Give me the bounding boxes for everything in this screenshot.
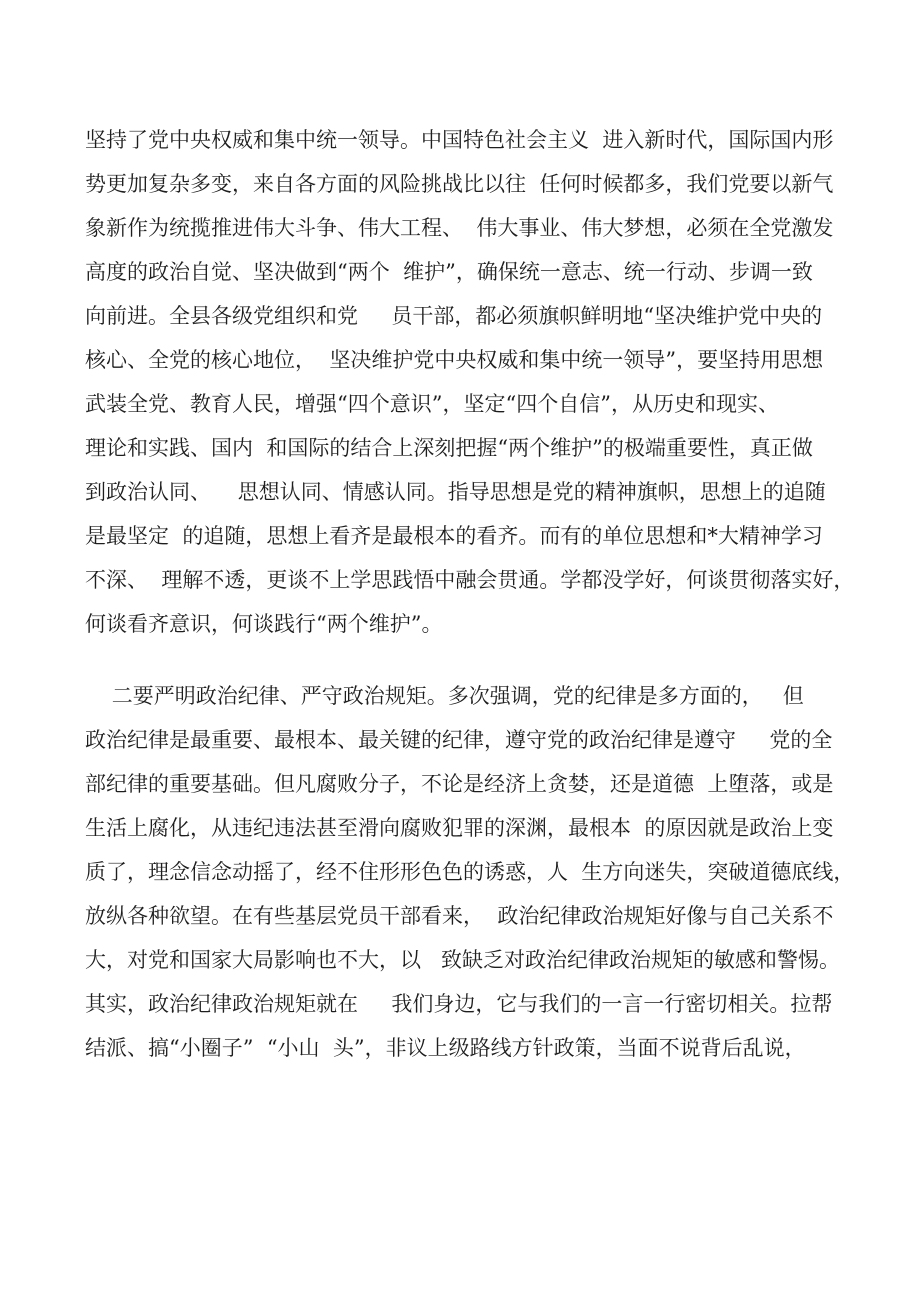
text-line: 部纪律的重要基础。但凡腐败分子，不论是经济上贪婪，还是道德 上堕落，或是 — [85, 772, 834, 796]
text-line: 向前进。全县各级党组织和党 员干部，都必须旗帜鲜明地“坚决维护党中央的 — [85, 304, 823, 328]
text-line: 结派、搞“小圈子” “小山 头”，非议上级路线方针政策，当面不说背后乱说， — [85, 1036, 806, 1060]
text-line: 是最坚定 的追随，思想上看齐是最根本的看齐。而有的单位思想和*大精神学习 — [85, 524, 823, 548]
text-line: 二要严明政治纪律、严守政治规矩。多次强调，党的纪律是多方面的， 但 — [85, 684, 804, 708]
text-line: 大，对党和国家大局影响也不大，以 致缺乏对政治纪律政治规矩的敏感和警惕。 — [85, 948, 841, 972]
text-line: 放纵各种欲望。在有些基层党员干部看来， 政治纪律政治规矩好像与自己关系不 — [85, 904, 834, 928]
text-line: 质了，理念信念动摇了，经不住形形色色的诱惑，人 生方向迷失，突破道德底线， — [85, 860, 855, 884]
text-line: 何谈看齐意识，何谈践行“两个维护”。 — [85, 612, 443, 636]
text-line: 理论和实践、国内 和国际的结合上深刻把握“两个维护”的极端重要性，真正做 — [85, 436, 813, 460]
text-line: 政治纪律是最重要、最根本、最关键的纪律，遵守党的政治纪律是遵守 党的全 — [85, 728, 833, 752]
text-line: 不深、 理解不透，更谈不上学思践悟中融会贯通。学都没学好，何谈贯彻落实好， — [85, 568, 855, 592]
text-line: 高度的政治自觉、坚决做到“两个 维护”，确保统一意志、统一行动、步调一致 — [85, 260, 813, 284]
text-line: 坚持了党中央权威和集中统一领导。中国特色社会主义 进入新时代，国际国内形 — [85, 128, 834, 152]
text-line: 象新作为统揽推进伟大斗争、伟大工程、 伟大事业、伟大梦想，必须在全党激发 — [85, 216, 834, 240]
text-line: 武装全党、教育人民，增强“四个意识”，坚定“四个自信”，从历史和现实、 — [85, 392, 779, 416]
text-line: 核心、全党的核心地位， 坚决维护党中央权威和集中统一领导”，要坚持用思想 — [85, 348, 824, 372]
text-line: 势更加复杂多变，来自各方面的风险挑战比以往 任何时候都多，我们党要以新气 — [85, 172, 834, 196]
text-line: 到政治认同、 思想认同、情感认同。指导思想是党的精神旗帜，思想上的追随 — [85, 480, 826, 504]
text-line: 其实，政治纪律政治规矩就在 我们身边，它与我们的一言一行密切相关。拉帮 — [85, 992, 833, 1016]
text-line: 生活上腐化，从违纪违法甚至滑向腐败犯罪的深渊，最根本 的原因就是政治上变 — [85, 816, 834, 840]
